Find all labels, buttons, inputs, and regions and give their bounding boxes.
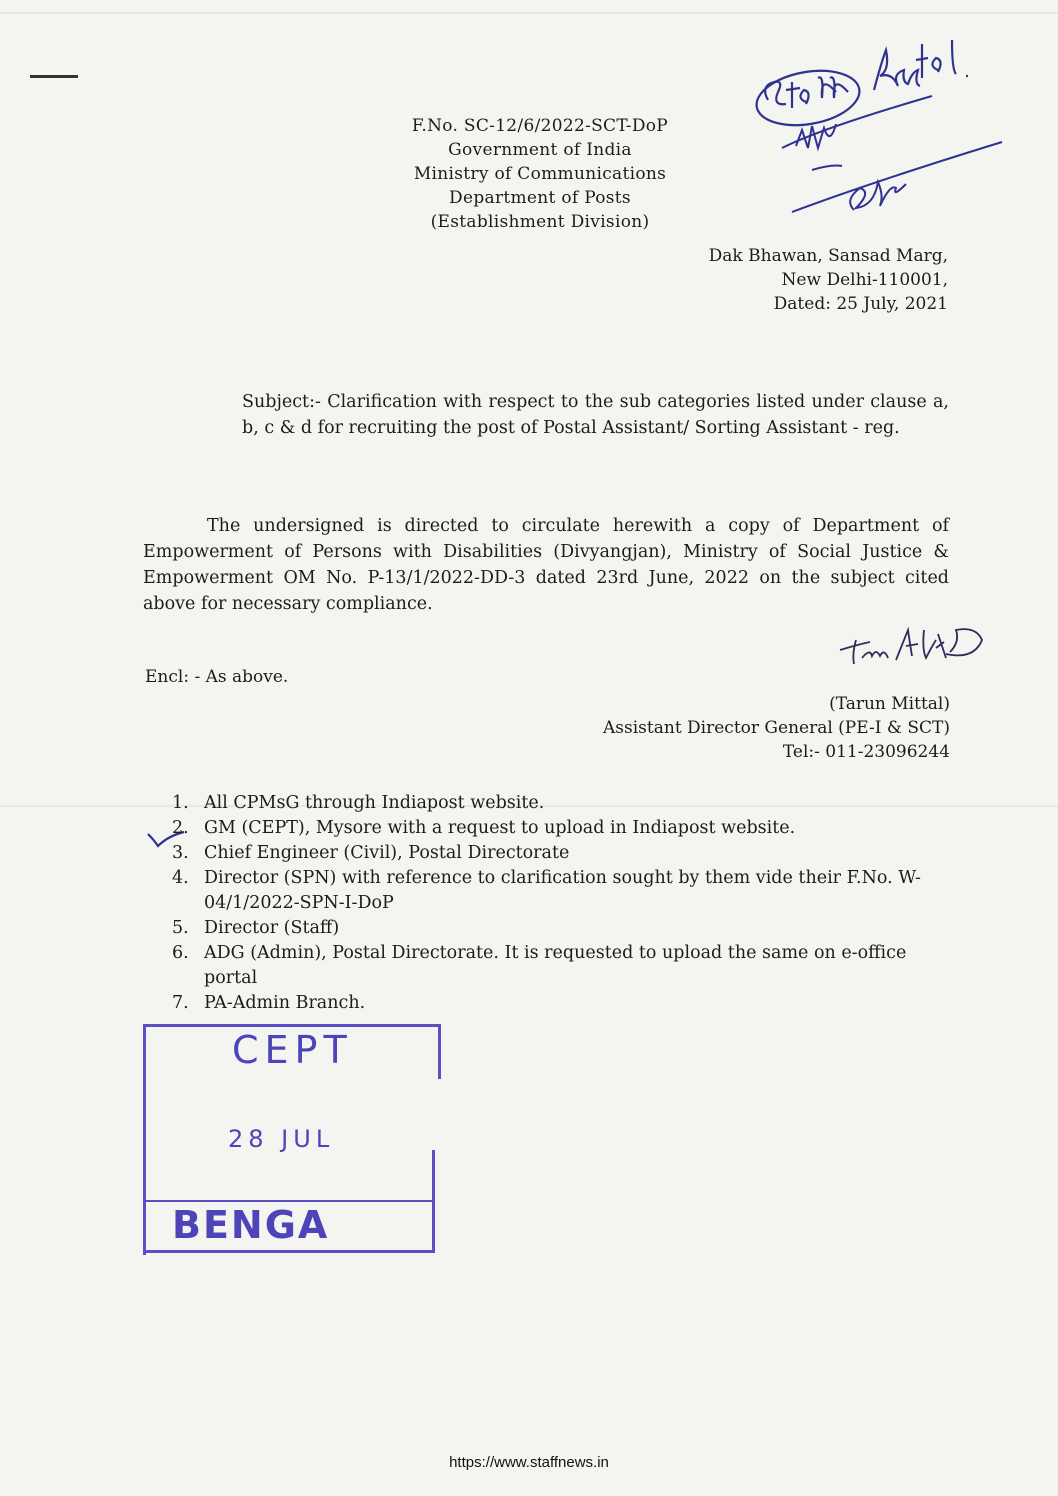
distribution-item: 7. PA-Admin Branch.: [172, 993, 366, 1013]
handwritten-signature: [832, 612, 992, 672]
distribution-item: 5. Director (Staff): [172, 918, 340, 938]
signatory-designation: Assistant Director General (PE-I & SCT): [603, 718, 950, 738]
government-line: Government of India: [448, 140, 632, 160]
scan-edge-mark: [30, 75, 78, 78]
enclosure-line: Encl: - As above.: [145, 667, 289, 687]
footer-source-url: https://www.staffnews.in: [449, 1454, 609, 1471]
stamp-divider: [146, 1200, 432, 1202]
file-number: F.No. SC-12/6/2022-SCT-DoP: [411, 116, 669, 136]
handwritten-staff-portal-annotation: [726, 20, 1026, 220]
signatory-telephone: Tel:- 011-23096244: [782, 742, 950, 762]
date-line: Dated: 25 July, 2021: [773, 294, 948, 314]
ministry-line: Ministry of Communications: [413, 164, 667, 184]
subject-paragraph: Subject:- Clarification with respect to the sub categories listed under clause a, b, c & d for recruiting the post of Postal Assistant/ Sorting Assistant - reg.: [242, 392, 949, 438]
department-line: Department of Posts: [449, 188, 631, 208]
address-line-1: Dak Bhawan, Sansad Marg,: [708, 246, 948, 266]
signatory-name: (Tarun Mittal): [829, 694, 950, 714]
distribution-item: 4. Director (SPN) with reference to clarification sought by them vide their F.No. W-04/1/2022-SPN-I-DoP: [172, 868, 921, 913]
stamp-border-left: [143, 1075, 146, 1255]
letterhead: [330, 114, 750, 234]
office-address: [709, 244, 948, 316]
stamp-city: BENGA: [172, 1203, 330, 1247]
stamp-border-bottom: [143, 1250, 435, 1253]
scan-fold-line: [0, 12, 1058, 14]
signatory-block: [603, 692, 950, 764]
distribution-list: [172, 791, 952, 1016]
distribution-item: 3. Chief Engineer (Civil), Postal Directorate: [172, 843, 570, 863]
distribution-item: 6. ADG (Admin), Postal Directorate. It is requested to upload the same on e-office portal: [172, 943, 907, 988]
stamp-border-right: [432, 1150, 435, 1250]
stamp-title: CEPT: [232, 1028, 353, 1072]
distribution-item: 1. All CPMsG through Indiapost website.: [172, 793, 545, 813]
distribution-item: 2. GM (CEPT), Mysore with a request to upload in Indiapost website.: [172, 818, 796, 838]
body-paragraph: The undersigned is directed to circulate herewith a copy of Department of Empowerment of Persons with Disabilities (Divyangjan), Ministry of Social Justice & Empowerment OM No. P-13/1/2022-DD-3 dated 23rd June, 2022 on the subject cited above for necessary compliance.: [143, 516, 949, 614]
division-line: (Establishment Division): [430, 212, 650, 232]
stamp-date: 28 JUL: [228, 1125, 335, 1153]
address-line-2: New Delhi-110001,: [781, 270, 948, 290]
